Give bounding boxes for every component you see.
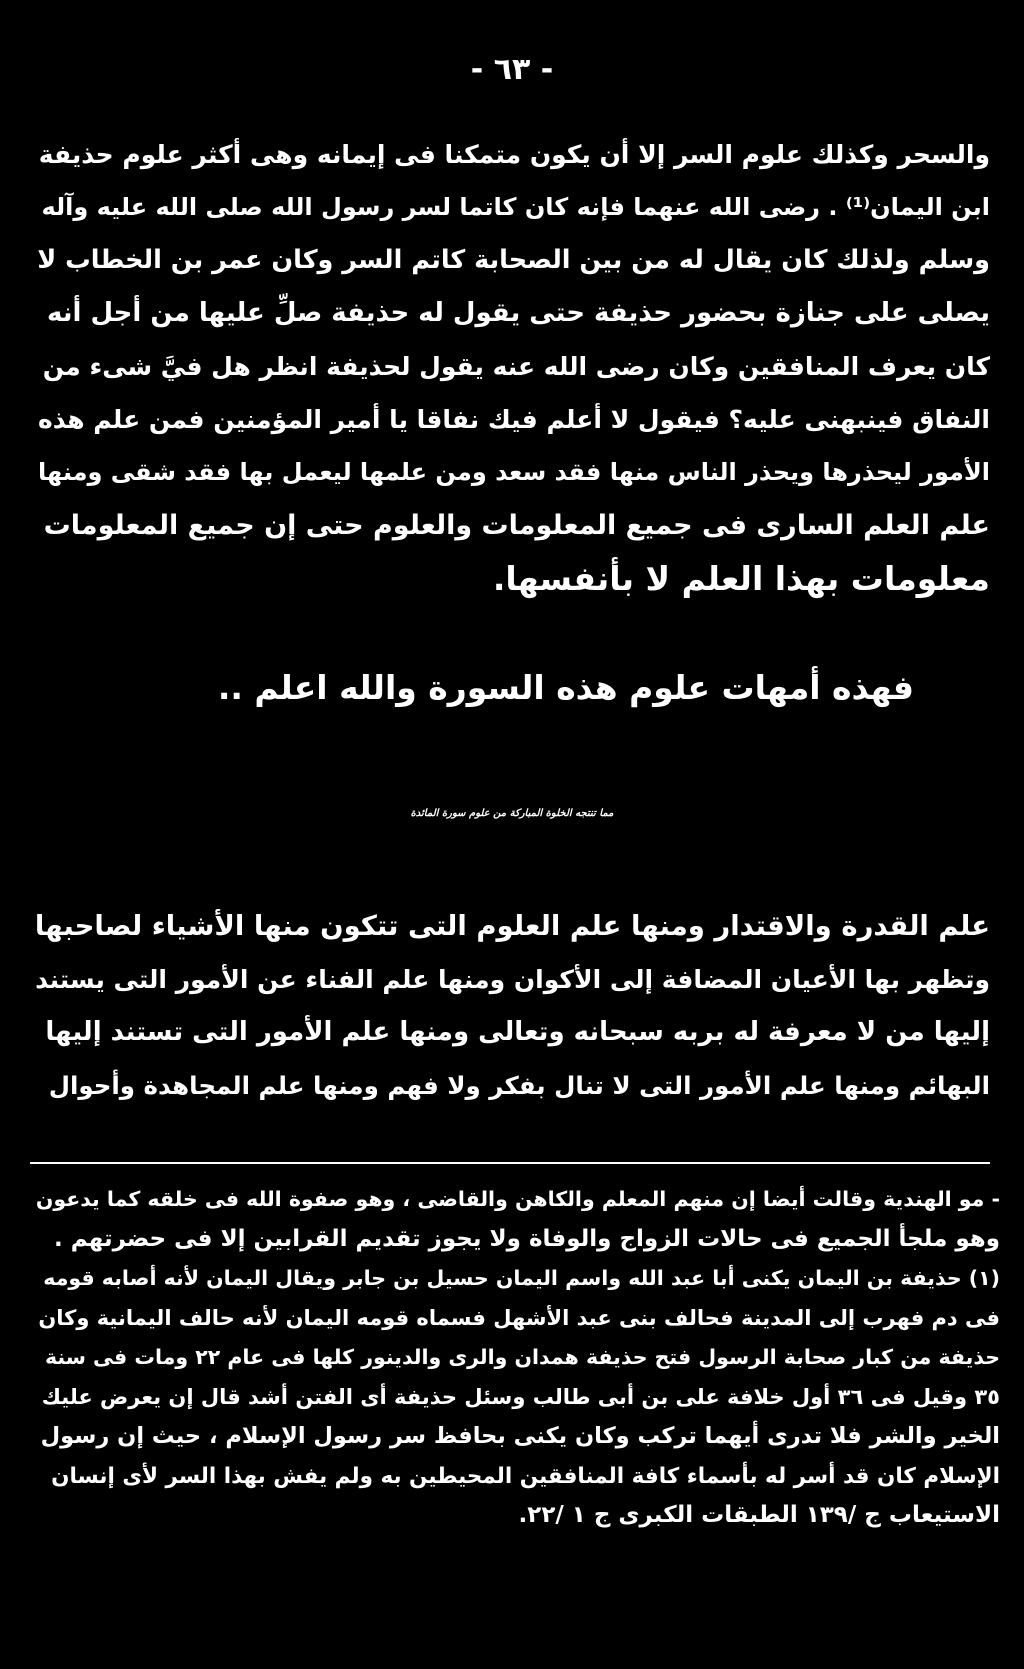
- section-heading: مما تنتجه الخلوة المباركة من علوم سورة المائدة: [410, 808, 614, 819]
- footnote-line: حذيفة من كبار صحابة الرسول فتح حذيفة همدان والرى والدينور كلها فى عام ٢٢ ومات فى سنة: [44, 1345, 1000, 1369]
- footnote-line: الخير والشر فلا تدرى أيهما تركب وكان يكنى بحافظ سر رسول الإسلام ، حيث إن رسول: [40, 1423, 1000, 1449]
- footnote-line: (١) حذيفة بن اليمان يكنى أبا عبد الله واسم اليمان حسيل بن جابر ويقال اليمان لأنه أصابه قومه: [43, 1266, 1000, 1290]
- page-number: - ٦٣ -: [470, 52, 554, 87]
- footnote-line: وهو ملجأ الجميع فى حالات الزواج والوفاة ولا يجوز تقديم القرابين إلا فى حضرتهم .: [53, 1225, 1000, 1252]
- footnotes: [30, 1180, 1000, 1536]
- text-line: النفاق فينبهنى عليه؟ فيقول لا أعلم فيك نفاقا يا أمير المؤمنين فمن علم هذه: [38, 405, 990, 434]
- main-paragraph: [30, 128, 990, 605]
- footnote-line: ٣٥ وقيل فى ٣٦ أول خلافة على بن أبى طالب وسئل حذيفة أى الفتن أشد قال إن يعرض عليك: [41, 1384, 1000, 1409]
- text-line: كان يعرف المنافقين وكان رضى الله عنه يقول لحذيفة انظر هل فيَّ شىء من: [42, 352, 990, 381]
- conclusion-line: فهذه أمهات علوم هذه السورة والله اعلم ..: [217, 668, 914, 707]
- text-line: إليها من لا معرفة له بربه سبحانه وتعالى ومنها علم الأمور التى تستند إليها: [45, 1017, 990, 1047]
- footnote-line: الإسلام كان قد أسر له بأسماء كافة المنافقين المحيطين به ولم يفش بهذا السر لأى إنسان: [51, 1463, 1000, 1489]
- footnote-line: الاستيعاب ج /١٣٩ الطبقات الكبرى ج ١ /٢٢.: [518, 1502, 1000, 1528]
- text-line: وتظهر بها الأعيان المضافة إلى الأكوان ومنها علم الفناء عن الأمور التى يستند: [35, 965, 990, 994]
- footnote-line: - مو الهندية وقالت أيضا إن منهم المعلم والكاهن والقاضى ، وهو صفوة الله فى خلقه كما يدعون: [35, 1187, 1000, 1211]
- text-line: والسحر وكذلك علوم السر إلا أن يكون متمكنا فى إيمانه وهى أكثر علوم حذيفة: [38, 140, 990, 169]
- second-paragraph: [30, 900, 990, 1112]
- text-line: الأمور ليحذرها ويحذر الناس منها فقد سعد ومن علمها ليعمل بها فقد شقى ومنها: [37, 458, 990, 486]
- text-line: معلومات بهذا العلم لا بأنفسها.: [492, 559, 990, 598]
- text-line: علم العلم السارى فى جميع المعلومات والعلوم حتى إن جميع المعلومات: [43, 510, 990, 541]
- text-line: علم القدرة والاقتدار ومنها علم العلوم التى تتكون منها الأشياء لصاحبها: [34, 910, 990, 942]
- text-line: البهائم ومنها علم الأمور التى لا تنال بفكر ولا فهم ومنها علم المجاهدة وأحوال: [48, 1071, 990, 1100]
- text-line: ابن اليمان⁽¹⁾ . رضى الله عنهما فإنه كان كاتما لسر رسول الله صلى الله عليه وآله: [41, 193, 990, 221]
- footnote-line: فى دم فهرب إلى المدينة فحالف بنى عبد الأشهل فسماه قومه اليمان لأنه حالف اليمانية وكان: [38, 1305, 1000, 1330]
- text-line: يصلى على جنازة بحضور حذيفة حتى يقول له حذيفة صلِّ عليها من أجل أنه: [46, 298, 990, 328]
- text-line: وسلم ولذلك كان يقال له من بين الصحابة كاتم السر وكان عمر بن الخطاب لا: [37, 245, 990, 275]
- footnote-divider: [30, 1162, 990, 1164]
